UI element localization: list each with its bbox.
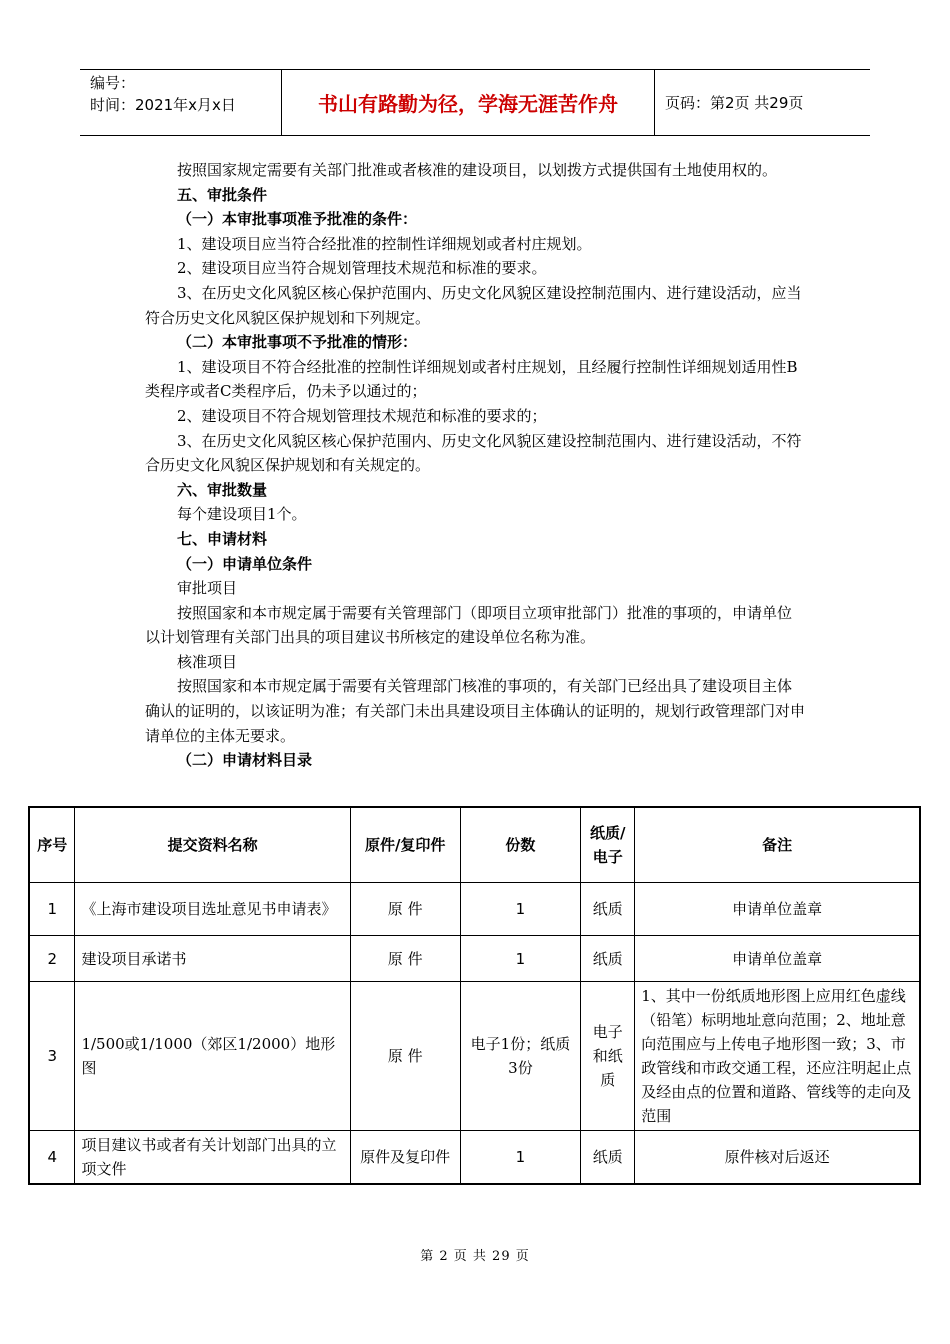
materials-table — [28, 806, 921, 1185]
table-cell: 1 — [460, 883, 581, 936]
section-heading: 六、审批数量 — [177, 480, 268, 499]
table-cell: 电子1份；纸质3份 — [460, 982, 581, 1131]
table-cell: 《上海市建设项目选址意见书申请表》 — [75, 883, 350, 936]
table-row — [29, 936, 920, 982]
table-cell: 原件及复印件 — [350, 1131, 460, 1185]
subsection-heading: （一）本审批事项准予批准的条件： — [177, 210, 418, 229]
column-header: 序号 — [29, 807, 75, 883]
header-meta — [80, 70, 282, 135]
list-item: 2、建设项目应当符合规划管理技术规范和标准的要求。 — [177, 259, 547, 278]
table-cell: 电子和纸质 — [581, 982, 635, 1131]
table-row — [29, 883, 920, 936]
table-cell: 申请单位盖章 — [635, 936, 920, 982]
list-item: 3、在历史文化风貌区核心保护范围内、历史文化风貌区建设控制范围内、进行建设活动，不符合历史文化风貌区保护规划和有关规定的。 — [145, 431, 802, 475]
column-header: 备注 — [635, 807, 920, 883]
table-cell: 1、其中一份纸质地形图上应用红色虚线（铅笔）标明地址意向范围；2、地址意向范围应与上传电子地形图一致；3、市政管线和市政交通工程，还应注明起止点及经由点的位置和道路、管线等的走向及范围 — [635, 982, 920, 1131]
section-heading: 五、审批条件 — [177, 185, 268, 204]
table-cell: 纸质 — [581, 1131, 635, 1185]
table-cell: 原 件 — [350, 936, 460, 982]
list-item: 3、在历史文化风貌区核心保护范围内、历史文化风貌区建设控制范围内、进行建设活动，应当符合历史文化风貌区保护规划和下列规定。 — [145, 283, 802, 327]
table-row — [29, 1131, 920, 1185]
table-cell: 3 — [29, 982, 75, 1131]
section-heading: 七、申请材料 — [177, 529, 268, 548]
table-cell: 原 件 — [350, 883, 460, 936]
column-header: 份数 — [460, 807, 581, 883]
list-item: 1、建设项目应当符合经批准的控制性详细规划或者村庄规划。 — [177, 234, 592, 253]
table-header-row — [29, 807, 920, 883]
page-footer: 第 2 页 共 29 页 — [420, 1249, 530, 1264]
document-body — [145, 158, 805, 773]
paragraph: 按照国家和本市规定属于需要有关管理部门（即项目立项审批部门）批准的事项的，申请单位以计划管理有关部门出具的项目建议书所核定的建设单位名称为准。 — [145, 603, 793, 647]
list-item: 1、建设项目不符合经批准的控制性详细规划或者村庄规划，且经履行控制性详细规划适用性B类程序或者C类程序后，仍未予以通过的； — [145, 357, 798, 401]
paragraph: 按照国家规定需要有关部门批准或者核准的建设项目，以划拨方式提供国有土地使用权的。 — [177, 161, 778, 179]
table-cell: 申请单位盖章 — [635, 883, 920, 936]
paragraph: 核准项目 — [177, 652, 238, 671]
table-cell: 纸质 — [581, 883, 635, 936]
subsection-heading: （二）申请材料目录 — [177, 751, 313, 770]
subsection-heading: （二）本审批事项不予批准的情形： — [177, 333, 418, 352]
table-cell: 纸质 — [581, 936, 635, 982]
table-cell: 原 件 — [350, 982, 460, 1131]
page-header — [80, 69, 870, 136]
table-cell: 1 — [460, 936, 581, 982]
document-time: 时间：2021年x月x日 — [90, 96, 236, 114]
header-page-info: 页码：第2页 共29页 — [665, 94, 804, 112]
table-cell: 2 — [29, 936, 75, 982]
document-number: 编号： — [90, 74, 136, 92]
table-cell: 1 — [29, 883, 75, 936]
paragraph: 每个建设项目1个。 — [177, 505, 307, 524]
paragraph: 审批项目 — [177, 579, 238, 598]
list-item: 2、建设项目不符合规划管理技术规范和标准的要求的； — [177, 406, 547, 425]
table-cell: 4 — [29, 1131, 75, 1185]
column-header: 提交资料名称 — [75, 807, 350, 883]
subsection-heading: （一）申请单位条件 — [177, 554, 313, 573]
table-cell: 项目建议书或者有关计划部门出具的立项文件 — [75, 1131, 350, 1185]
table-row — [29, 982, 920, 1131]
table-cell: 1 — [460, 1131, 581, 1185]
table-cell: 建设项目承诺书 — [75, 936, 350, 982]
table-cell: 原件核对后返还 — [635, 1131, 920, 1185]
column-header: 原件/复印件 — [350, 807, 460, 883]
paragraph: 按照国家和本市规定属于需要有关管理部门核准的事项的，有关部门已经出具了建设项目主体确认的证明的，以该证明为准；有关部门未出具建设项目主体确认的证明的，规划行政管理部门对申请单位的主体无要求。 — [145, 677, 806, 745]
table-cell: 1/500或1/1000（郊区1/2000）地形图 — [75, 982, 350, 1131]
column-header: 纸质/电子 — [581, 807, 635, 883]
header-motto: 书山有路勤为径，学海无涯苦作舟 — [282, 70, 655, 135]
